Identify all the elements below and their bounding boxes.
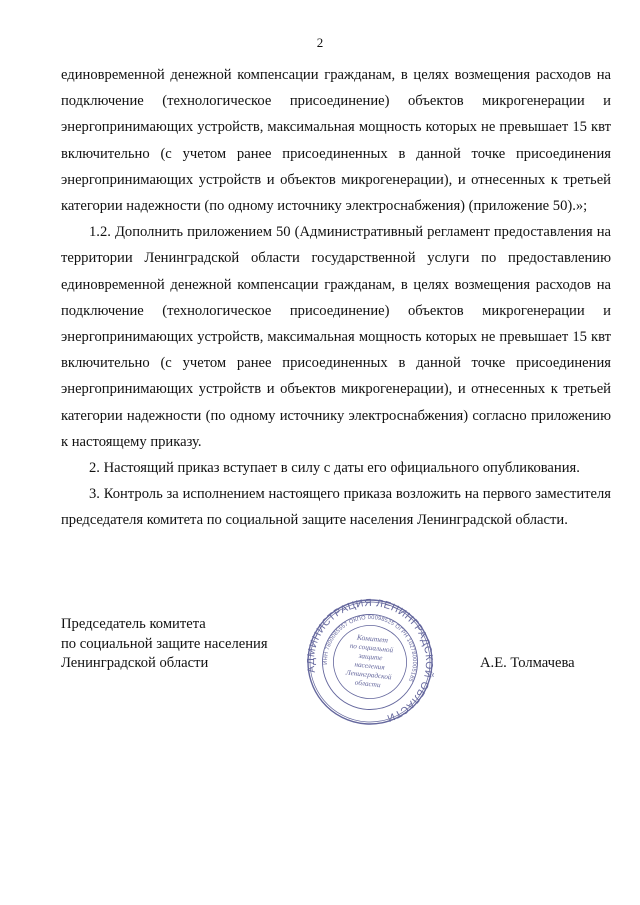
signatory-position-line: по социальной защите населения	[61, 635, 268, 652]
signatory-position-line: Ленинградской области	[61, 655, 209, 671]
stamp-inner-text: ИНН 7800085557 ОКПО 00098525 ОГРН 1027800005185	[322, 614, 418, 683]
stamp-center-line: области	[354, 678, 381, 690]
stamp-outer-text: АДМИНИСТРАЦИЯ ЛЕНИНГРАДСКОЙ ОБЛАСТИ	[306, 598, 434, 724]
signatory-position	[61, 615, 321, 674]
stamp-center-line: по социальной	[349, 641, 394, 655]
paragraph-item-3: 3. Контроль за исполнением настоящего приказа возложить на первого заместителя председателя комитета по социальной защите населения Ленинградской области.	[61, 486, 611, 529]
document-body	[61, 62, 611, 534]
paragraph-item-2: 2. Настоящий приказ вступает в силу с даты его официального опубликования.	[89, 460, 580, 477]
paragraph-continuation: единовременной денежной компенсации гражданам, в целях возмещения расходов на подключение (технологическое присоединение) объектов микрогенерации и энергопринимающих устройств, максимальная мощность которых не превышает 15 квт включительно (с учетом ранее присоединенных в данной точке присоединения энергопринимающих устройств и объектов микрогенерации), и отнесенных к третьей категории надежности (по одному источнику электроснабжения) (приложение 50).»;	[61, 67, 611, 215]
official-seal-stamp	[306, 598, 434, 726]
stamp-center-line: Комитет	[356, 632, 389, 645]
stamp-center-line: Ленинградской	[345, 668, 392, 682]
signatory-name: А.Е. Толмачева	[480, 655, 575, 671]
stamp-center-line: защите	[358, 651, 383, 663]
signatory-position-line: Председатель комитета	[61, 616, 206, 632]
page-number: 2	[316, 35, 324, 50]
paragraph-item-1-2: 1.2. Дополнить приложением 50 (Административный регламент предоставления на территории Ленинградской области государственной услуги по предоставлению единовременной денежной компенсации гражданам, в целях возмещения расходов на подключение (технологическое присоединение) объектов микрогенерации и энергопринимающих устройств, максимальная мощность которых не превышает 15 квт включительно (с учетом ранее присоединенных в данной точке присоединения энергопринимающих устройств и объектов микрогенерации), и отнесенных к третьей категории надежности (по одному источнику электроснабжения) согласно приложению к настоящему приказу.	[61, 224, 611, 450]
stamp-center-line: населения	[354, 660, 386, 672]
